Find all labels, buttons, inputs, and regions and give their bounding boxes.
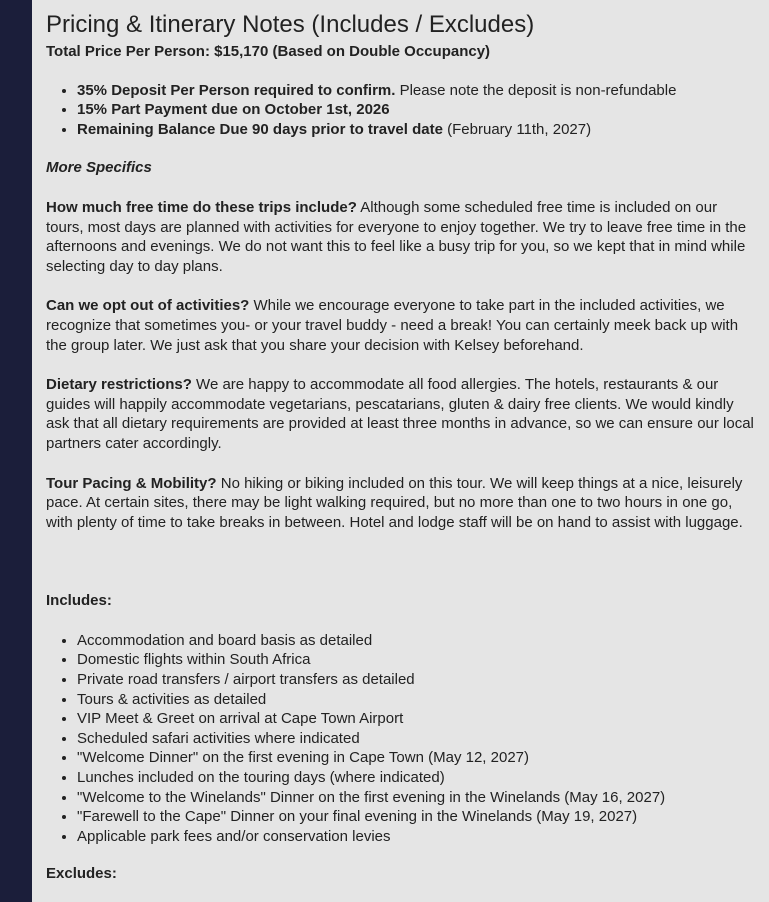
faq-question: Can we opt out of activities? — [46, 297, 250, 315]
faq-answer: No hiking or biking included on this tour. We will keep things at a nice, leisurely pace. At certain sites, there may be light walking required, but no more than one to two hours in one go, with plenty of time to take breaks in between. Hotel and lodge staff will be on hand to assist with luggage. — [46, 474, 743, 531]
faq-answer: While we encourage everyone to take part in the included activities, we recognize that sometimes you- or your travel buddy - need a break! You can certainly meek back up with the group later. We just ask that you share your decision with Kelsey beforehand. — [46, 297, 739, 354]
list-item: • "Farewell to the Cape" Dinner on your final evening in the Winelands (May 19, 2027) — [77, 807, 754, 827]
excludes-heading: Excludes: — [46, 865, 117, 883]
faq-dietary — [46, 375, 754, 453]
payment-term-bold: Remaining Balance Due 90 days prior to travel date — [77, 120, 443, 138]
list-item: • Private road transfers / airport transfers as detailed — [77, 670, 754, 690]
faq-answer: Although some scheduled free time is included on our tours, most days are planned with activities for everyone to enjoy together. We try to leave free time in the afternoons and evenings. We do not want this to feel like a busy trip for you, so we kept that in mind while selecting day to day plans. — [46, 198, 747, 275]
list-item — [77, 81, 754, 101]
payment-term-bold: 35% Deposit Per Person required to confirm. — [77, 81, 396, 99]
faq-pacing — [46, 474, 754, 533]
payment-term-rest: (February 11th, 2027) — [442, 120, 592, 138]
faq-question: Tour Pacing & Mobility? — [46, 474, 217, 492]
list-item: • Tours & activities as detailed — [77, 690, 754, 710]
includes-heading: Includes: — [46, 592, 112, 610]
more-specifics-heading: More Specifics — [46, 159, 152, 177]
payment-term-rest: Please note the deposit is non-refundable — [395, 81, 677, 99]
list-item: • Scheduled safari activities where indicated — [77, 729, 754, 749]
left-sidebar-strip — [0, 0, 32, 902]
list-item: • Accommodation and board basis as detailed — [77, 631, 754, 651]
faq-answer: We are happy to accommodate all food allergies. The hotels, restaurants & our guides will happily accommodate vegetarians, pescatarians, gluten & dairy free clients. We would kindly ask that all dietary requirements are provided at least three months in advance, so we can ensure our local partners cater accordingly. — [46, 376, 754, 452]
faq-opt-out — [46, 296, 754, 355]
page-title: Pricing & Itinerary Notes (Includes / Excludes) — [46, 11, 535, 38]
list-item: • VIP Meet & Greet on arrival at Cape Town Airport — [77, 709, 754, 729]
list-item: • Domestic flights within South Africa — [77, 650, 754, 670]
document-content — [46, 0, 754, 884]
faq-free-time — [46, 198, 754, 276]
faq-question: Dietary restrictions? — [46, 376, 192, 394]
list-item: • "Welcome Dinner" on the first evening in Cape Town (May 12, 2027) — [77, 748, 754, 768]
list-item: • Applicable park fees and/or conservation levies — [77, 827, 754, 847]
list-item: • "Welcome to the Winelands" Dinner on the first evening in the Winelands (May 16, 2027) — [77, 788, 754, 808]
list-item — [77, 100, 754, 120]
payment-term-bold: 15% Part Payment due on October 1st, 2026 — [77, 101, 390, 119]
list-item — [77, 120, 754, 140]
list-item: • Lunches included on the touring days (where indicated) — [77, 768, 754, 788]
total-price: Total Price Per Person: $15,170 (Based on Double Occupancy) — [46, 43, 491, 60]
payment-terms-list — [46, 81, 754, 140]
faq-question: How much free time do these trips include? — [46, 198, 357, 216]
includes-list — [46, 631, 754, 847]
